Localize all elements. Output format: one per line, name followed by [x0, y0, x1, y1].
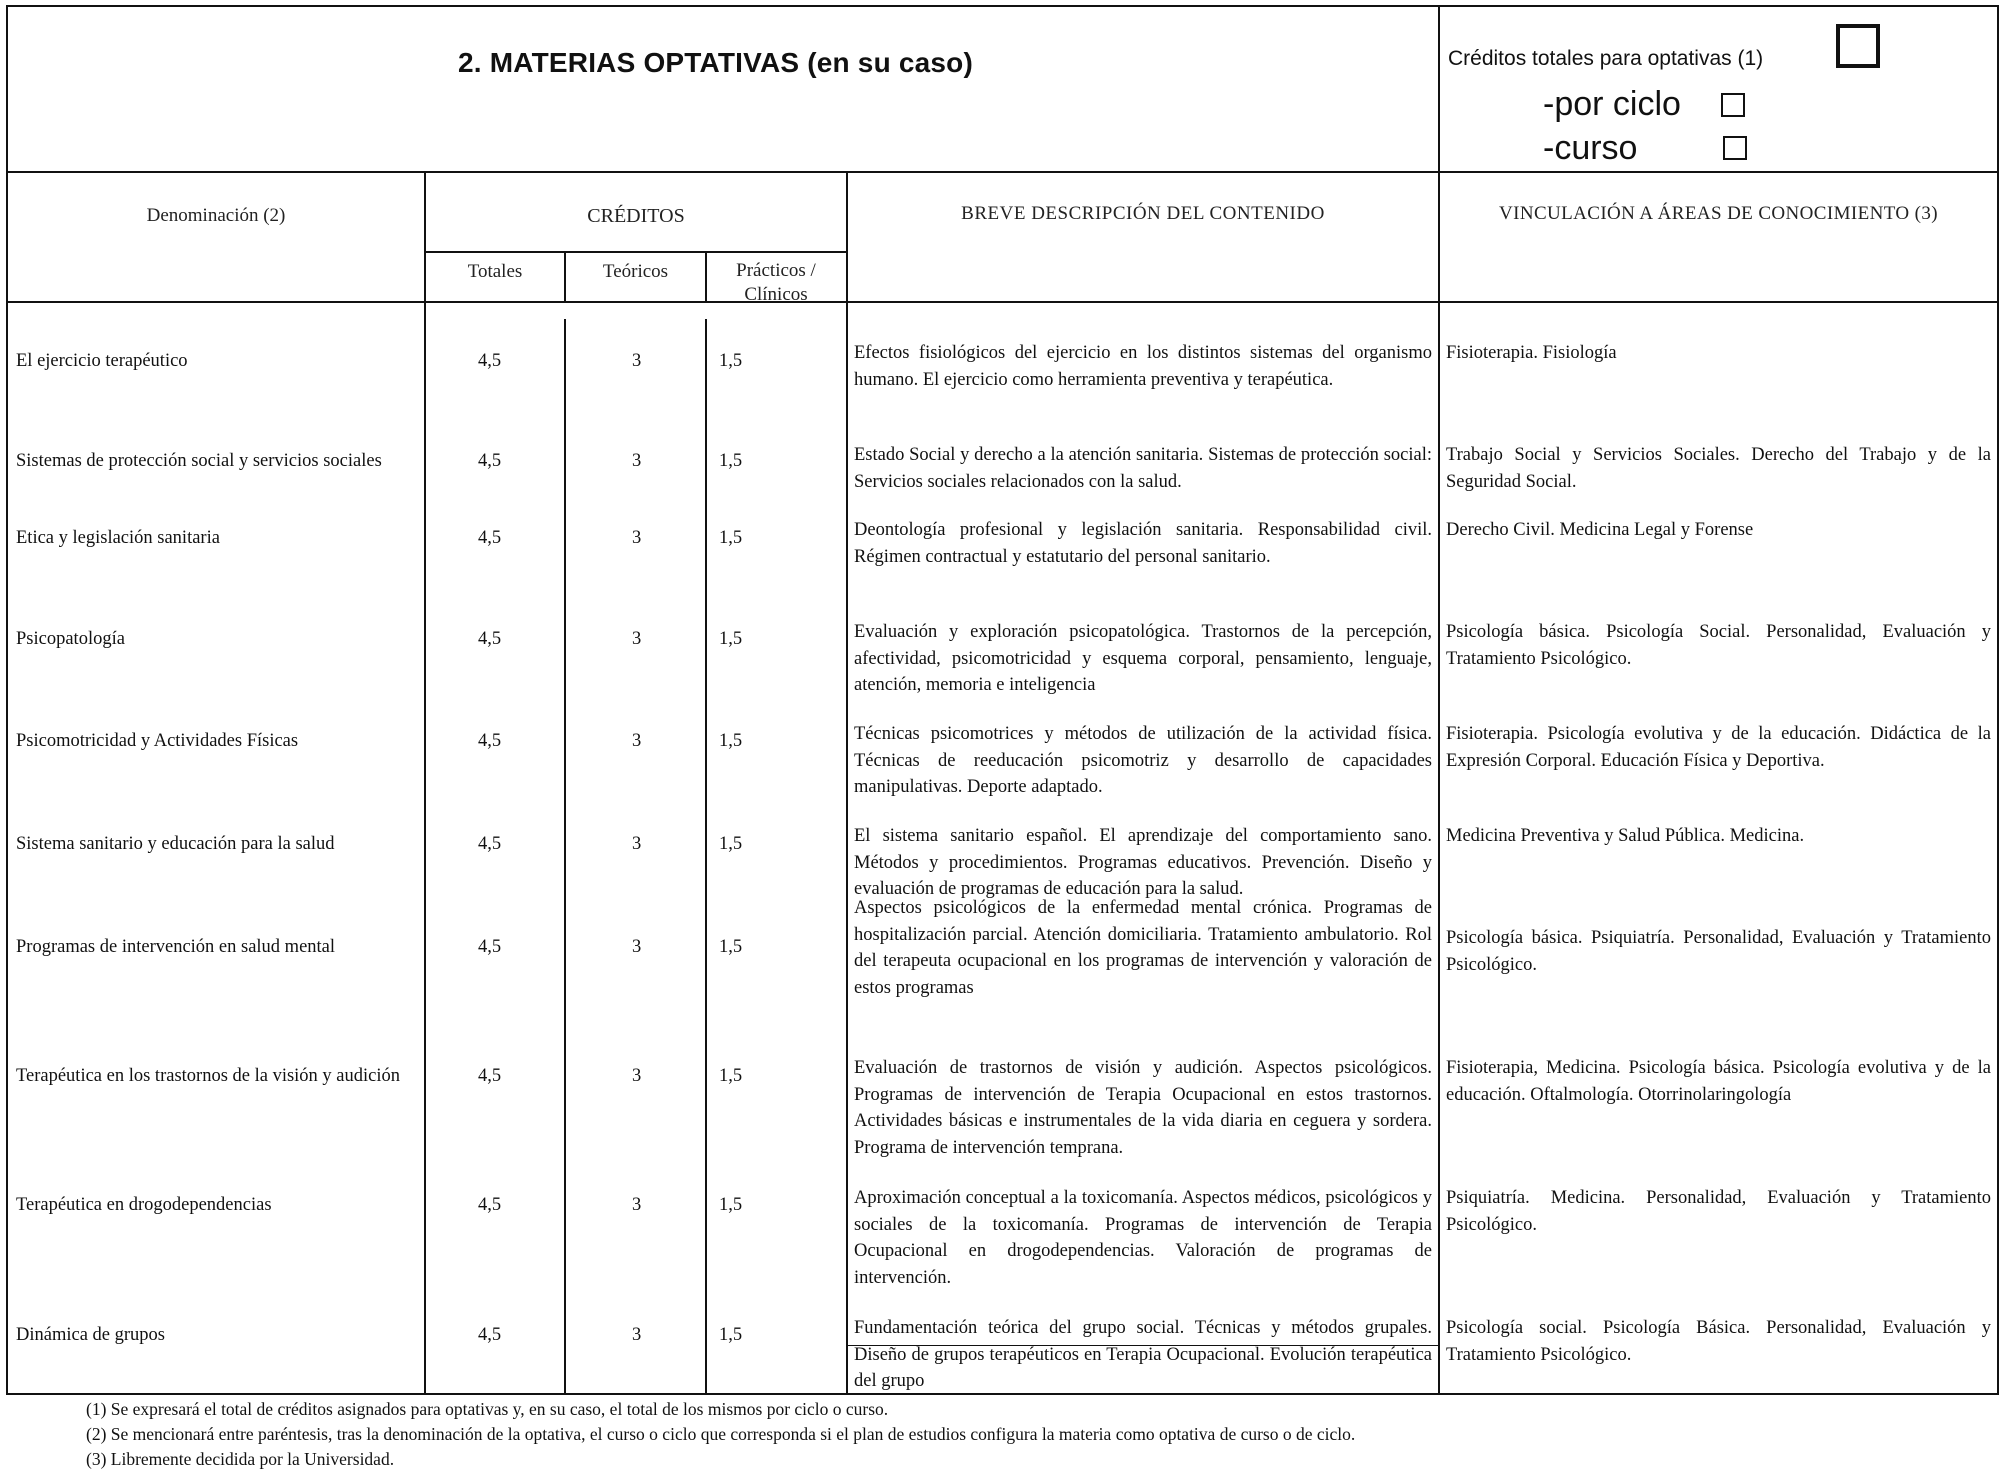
row-descripcion: El sistema sanitario español. El aprendizaje del comportamiento sano. Métodos y procedimientos. Programas educativos. Prevención. Diseño y evaluación de programas de educación para la salud. [854, 826, 1432, 899]
row-descripcion: Fundamentación teórica del grupo social. Técnicas y métodos grupales. Diseño de grupos terapéuticos en Terapia Ocupacional. Evolución terapéutica del grupo [854, 1318, 1432, 1391]
row-descripcion: Estado Social y derecho a la atención sanitaria. Sistemas de protección social: Servicios sociales relacionados con la salud. [854, 445, 1432, 492]
row-areas: Psicología básica. Psicología Social. Personalidad, Evaluación y Tratamiento Psicológico. [1446, 622, 1991, 669]
row-teoricos: 3 [632, 937, 642, 957]
col-practicos: Prácticos / Clínicos [736, 260, 816, 305]
row-denominacion: Programas de intervención en salud mental [16, 937, 336, 957]
row-totales: 4,5 [478, 1325, 502, 1345]
row-totales: 4,5 [478, 937, 502, 957]
row-denominacion: Psicomotricidad y Actividades Físicas [16, 731, 299, 751]
row-descripcion: Técnicas psicomotrices y métodos de utilización de la actividad física. Técnicas de reeducación psicomotriz y desarrollo de capacidades manipulativas. Deporte adaptado. [854, 724, 1432, 797]
row-teoricos: 3 [632, 451, 642, 471]
row-denominacion: Dinámica de grupos [16, 1325, 165, 1345]
footnote-2: (2) Se mencionará entre paréntesis, tras la denominación de la optativa, el curso o ciclo que corresponda si el plan de estudios configura la materia como optativa de curso o de ciclo. [86, 1424, 1356, 1444]
row-denominacion: Sistema sanitario y educación para la salud [16, 834, 335, 854]
credits-total-label: Créditos totales para optativas (1) [1448, 47, 1764, 70]
col-totales: Totales [467, 261, 523, 282]
row-descripcion: Evaluación y exploración psicopatológica. Trastornos de la percepción, afectividad, psicomotricidad y esquema corporal, pensamiento, lenguaje, atención, memoria e inteligencia [854, 622, 1432, 695]
row-totales: 4,5 [478, 629, 502, 649]
row-areas: Psicología social. Psicología Básica. Personalidad, Evaluación y Tratamiento Psicológico. [1446, 1318, 1991, 1365]
row-areas: Psicología básica. Psiquiatría. Personalidad, Evaluación y Tratamiento Psicológico. [1446, 928, 1991, 975]
footnote-3: (3) Libremente decidida por la Universidad. [86, 1449, 395, 1469]
row-denominacion: Psicopatología [16, 629, 125, 649]
row-practicos: 1,5 [719, 937, 743, 957]
col-descripcion: BREVE DESCRIPCIÓN DEL CONTENIDO [961, 203, 1325, 224]
curso-checkbox[interactable] [1723, 136, 1747, 160]
row-teoricos: 3 [632, 528, 642, 548]
row-areas: Fisioterapia. Psicología evolutiva y de la educación. Didáctica de la Expresión Corporal. Educación Física y Deportiva. [1446, 724, 1991, 771]
document-table [6, 5, 1999, 1469]
row-practicos: 1,5 [719, 528, 743, 548]
row-totales: 4,5 [478, 351, 502, 371]
column-headers [6, 171, 1999, 303]
row-totales: 4,5 [478, 1066, 502, 1086]
row-practicos: 1,5 [719, 1195, 743, 1215]
row-totales: 4,5 [478, 1195, 502, 1215]
row-practicos: 1,5 [719, 1325, 743, 1345]
row-denominacion: Terapéutica en drogodependencias [16, 1195, 272, 1215]
credits-total-checkbox[interactable] [1836, 24, 1880, 68]
row-teoricos: 3 [632, 351, 642, 371]
row-teoricos: 3 [632, 731, 642, 751]
col-teoricos: Teóricos [602, 261, 669, 282]
footnote-1: (1) Se expresará el total de créditos asignados para optativas y, en su caso, el total de los mismos por ciclo o curso. [86, 1399, 889, 1419]
row-totales: 4,5 [478, 731, 502, 751]
row-descripcion: Aproximación conceptual a la toxicomanía. Aspectos médicos, psicológicos y sociales de la toxicomanía. Programas de intervención de Terapia Ocupacional en drogodependencias. Valoración de programas de intervención. [854, 1188, 1432, 1288]
section-title: 2. MATERIAS OPTATIVAS (en su caso) [458, 47, 974, 78]
row-descripcion: Deontología profesional y legislación sanitaria. Responsabilidad civil. Régimen contractual y estatutario del personal sanitario. [854, 520, 1432, 567]
row-denominacion: Terapéutica en los trastornos de la visión y audición [16, 1066, 401, 1086]
row-descripcion: Aspectos psicológicos de la enfermedad mental crónica. Programas de hospitalización parcial. Atención domiciliaria. Tratamiento ambulatorio. Rol del terapeuta ocupacional en los programas de intervención y valoración de estos programas [854, 898, 1432, 998]
por-ciclo-checkbox[interactable] [1721, 93, 1745, 117]
row-teoricos: 3 [632, 629, 642, 649]
row-areas: Psiquiatría. Medicina. Personalidad, Evaluación y Tratamiento Psicológico. [1446, 1188, 1991, 1235]
col-creditos: CRÉDITOS [587, 205, 685, 227]
row-teoricos: 3 [632, 834, 642, 854]
col-denominacion: Denominación (2) [146, 205, 286, 226]
row-descripcion: Efectos fisiológicos del ejercicio en los distintos sistemas del organismo humano. El ejercicio como herramienta preventiva y terapéutica. [854, 343, 1432, 390]
row-totales: 4,5 [478, 451, 502, 471]
row-totales: 4,5 [478, 528, 502, 548]
row-descripcion: Evaluación de trastornos de visión y audición. Aspectos psicológicos. Programas de intervención de Terapia Ocupacional en estos trastornos. Actividades básicas e instrumentales de la vida diaria en ceguera y sordera. Programa de intervención temprana. [854, 1058, 1432, 1158]
table-header-band [6, 5, 1999, 173]
row-teoricos: 3 [632, 1195, 642, 1215]
por-ciclo-label: -por ciclo [1543, 85, 1681, 123]
row-practicos: 1,5 [719, 351, 743, 371]
row-practicos: 1,5 [719, 451, 743, 471]
section-title-cell [8, 7, 1440, 171]
row-denominacion: El ejercicio terapéutico [16, 351, 188, 371]
row-teoricos: 3 [632, 1325, 642, 1345]
row-areas: Fisioterapia, Medicina. Psicología básica. Psicología evolutiva y de la educación. Oftalmología. Otorrinolaringología [1446, 1058, 1991, 1105]
row-areas: Derecho Civil. Medicina Legal y Forense [1446, 520, 1754, 540]
row-denominacion: Sistemas de protección social y servicios sociales [16, 451, 382, 471]
row-totales: 4,5 [478, 834, 502, 854]
row-denominacion: Etica y legislación sanitaria [16, 528, 220, 548]
row-teoricos: 3 [632, 1066, 642, 1086]
row-practicos: 1,5 [719, 834, 743, 854]
curso-label: -curso [1543, 129, 1638, 167]
col-vinculacion: VINCULACIÓN A ÁREAS DE CONOCIMIENTO (3) [1498, 203, 1939, 224]
row-practicos: 1,5 [719, 1066, 743, 1086]
row-practicos: 1,5 [719, 731, 743, 751]
row-areas: Trabajo Social y Servicios Sociales. Derecho del Trabajo y de la Seguridad Social. [1446, 445, 1991, 492]
row-practicos: 1,5 [719, 629, 743, 649]
row-areas: Medicina Preventiva y Salud Pública. Medicina. [1446, 826, 1805, 846]
row-areas: Fisioterapia. Fisiología [1446, 343, 1617, 363]
